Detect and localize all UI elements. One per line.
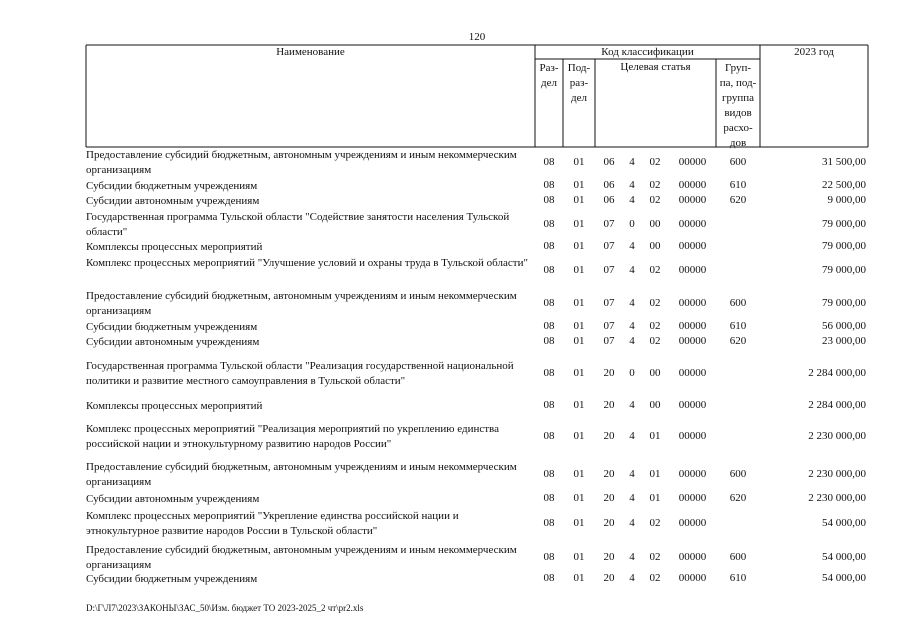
header-group-line: видов <box>724 107 752 119</box>
row-amount: 22 500,00 <box>822 179 866 191</box>
row-razdel: 08 <box>543 297 555 309</box>
row-t2: 4 <box>629 194 635 206</box>
row-razdel: 08 <box>543 430 555 442</box>
row-name: Комплексы процессных мероприятий <box>86 241 263 253</box>
row-t3: 00 <box>649 399 661 411</box>
row-razdel: 08 <box>543 264 555 276</box>
row-name: Комплекс процессных мероприятий "Реализация мероприятий по укреплению единства российской нации и этнокультурному развитию народов России" <box>86 423 499 450</box>
row-t2: 4 <box>629 240 635 252</box>
row-razdel: 08 <box>543 194 555 206</box>
row-razdel: 08 <box>543 156 555 168</box>
header-group-line: па, под- <box>719 77 757 89</box>
row-razdel: 08 <box>543 399 555 411</box>
row-name: Комплекс процессных мероприятий "Улучшение условий и охраны труда в Тульской области" <box>86 257 528 269</box>
row-name: Государственная программа Тульской области "Содействие занятости населения Тульской области" <box>86 211 510 238</box>
row-amount: 2 230 000,00 <box>808 492 866 504</box>
row-name: Предоставление субсидий бюджетным, автономным учреждениям и иным некоммерческим организациям <box>86 461 517 488</box>
row-amount: 54 000,00 <box>822 517 866 529</box>
row-name: Субсидии автономным учреждениям <box>86 195 260 207</box>
header-code: Код классификации <box>601 46 694 58</box>
row-group: 620 <box>729 335 747 347</box>
row-t1: 20 <box>603 572 615 584</box>
row-t4: 00000 <box>678 320 707 332</box>
row-podrazdel: 01 <box>573 264 585 276</box>
row-amount: 2 284 000,00 <box>808 399 866 411</box>
row-podrazdel: 01 <box>573 194 585 206</box>
row-t3: 02 <box>649 572 661 584</box>
row-podrazdel: 01 <box>573 179 585 191</box>
row-razdel: 08 <box>543 517 555 529</box>
row-t1: 20 <box>603 430 615 442</box>
row-amount: 2 230 000,00 <box>808 468 866 480</box>
row-razdel: 08 <box>543 179 555 191</box>
row-t2: 4 <box>629 517 635 529</box>
header-podrazdel-line: раз- <box>569 77 589 89</box>
row-name: Предоставление субсидий бюджетным, автономным учреждениям и иным некоммерческим организациям <box>86 149 517 176</box>
row-t1: 20 <box>603 468 615 480</box>
row-razdel: 08 <box>543 551 555 563</box>
row-podrazdel: 01 <box>573 468 585 480</box>
row-razdel: 08 <box>543 240 555 252</box>
row-t3: 01 <box>649 430 661 442</box>
row-t4: 00000 <box>678 240 707 252</box>
row-group: 600 <box>729 156 747 168</box>
row-t2: 4 <box>629 492 635 504</box>
row-group: 600 <box>729 297 747 309</box>
row-name: Субсидии бюджетным учреждениям <box>86 573 258 585</box>
row-name: Субсидии бюджетным учреждениям <box>86 180 258 192</box>
row-t3: 02 <box>649 156 661 168</box>
row-t4: 00000 <box>678 399 707 411</box>
row-t2: 4 <box>629 320 635 332</box>
row-razdel: 08 <box>543 218 555 230</box>
row-t3: 00 <box>649 218 661 230</box>
row-t1: 06 <box>603 156 615 168</box>
row-t3: 02 <box>649 551 661 563</box>
row-podrazdel: 01 <box>573 572 585 584</box>
row-podrazdel: 01 <box>573 218 585 230</box>
page-number: 120 <box>468 31 486 43</box>
row-t1: 20 <box>603 399 615 411</box>
row-t2: 4 <box>629 179 635 191</box>
row-t4: 00000 <box>678 194 707 206</box>
row-razdel: 08 <box>543 572 555 584</box>
header-group <box>716 61 760 151</box>
header-podrazdel <box>563 61 595 106</box>
row-t4: 00000 <box>678 335 707 347</box>
header-razdel-line: дел <box>541 77 557 89</box>
row-t4: 00000 <box>678 367 707 379</box>
row-t4: 00000 <box>678 468 707 480</box>
row-t1: 07 <box>603 264 615 276</box>
row-t3: 01 <box>649 468 661 480</box>
row-t2: 4 <box>629 468 635 480</box>
row-podrazdel: 01 <box>573 517 585 529</box>
row-t2: 4 <box>629 399 635 411</box>
header-group-line: группа <box>721 92 755 104</box>
row-t1: 07 <box>603 297 615 309</box>
row-group: 600 <box>729 551 747 563</box>
row-t3: 00 <box>649 367 661 379</box>
row-razdel: 08 <box>543 320 555 332</box>
row-razdel: 08 <box>543 367 555 379</box>
row-razdel: 08 <box>543 468 555 480</box>
row-amount: 54 000,00 <box>822 572 866 584</box>
row-podrazdel: 01 <box>573 297 585 309</box>
row-t3: 02 <box>649 320 661 332</box>
row-amount: 2 230 000,00 <box>808 430 866 442</box>
row-t3: 02 <box>649 264 661 276</box>
header-razdel <box>535 61 563 91</box>
row-t1: 20 <box>603 517 615 529</box>
row-t1: 06 <box>603 179 615 191</box>
header-podrazdel-line: дел <box>571 92 587 104</box>
row-name: Субсидии автономным учреждениям <box>86 336 260 348</box>
row-t4: 00000 <box>678 297 707 309</box>
file-path-footer: D:\Г\Л7\2023\ЗАКОНЫ\ЗАС_50\Изм. бюджет ТО 2023-2025_2 чт\pr2.xls <box>86 603 364 613</box>
row-t2: 4 <box>629 572 635 584</box>
row-t2: 4 <box>629 335 635 347</box>
row-amount: 79 000,00 <box>822 297 866 309</box>
header-podrazdel-line: Под- <box>567 62 591 74</box>
row-t1: 07 <box>603 218 615 230</box>
row-name: Субсидии бюджетным учреждениям <box>86 321 258 333</box>
row-t1: 20 <box>603 367 615 379</box>
row-group: 620 <box>729 492 747 504</box>
row-name: Предоставление субсидий бюджетным, автономным учреждениям и иным некоммерческим организациям <box>86 290 517 317</box>
row-t4: 00000 <box>678 218 707 230</box>
row-t2: 4 <box>629 430 635 442</box>
row-t4: 00000 <box>678 551 707 563</box>
row-t2: 4 <box>629 156 635 168</box>
header-group-line: Груп- <box>724 62 752 74</box>
row-podrazdel: 01 <box>573 492 585 504</box>
row-t4: 00000 <box>678 517 707 529</box>
row-t4: 00000 <box>678 156 707 168</box>
row-t3: 02 <box>649 297 661 309</box>
header-year: 2023 год <box>794 46 834 58</box>
row-t4: 00000 <box>678 264 707 276</box>
row-group: 620 <box>729 194 747 206</box>
row-t1: 06 <box>603 194 615 206</box>
row-t4: 00000 <box>678 492 707 504</box>
row-amount: 79 000,00 <box>822 240 866 252</box>
row-t3: 02 <box>649 335 661 347</box>
row-amount: 56 000,00 <box>822 320 866 332</box>
row-t1: 07 <box>603 335 615 347</box>
header-group-line: расхо- <box>723 122 753 134</box>
header-target: Целевая статья <box>620 61 691 73</box>
header-razdel-line: Раз- <box>539 62 559 74</box>
row-t1: 07 <box>603 240 615 252</box>
row-amount: 9 000,00 <box>827 194 866 206</box>
row-name: Субсидии автономным учреждениям <box>86 493 260 505</box>
row-amount: 79 000,00 <box>822 264 866 276</box>
header-name: Наименование <box>276 46 345 58</box>
row-name: Комплексы процессных мероприятий <box>86 400 263 412</box>
row-t3: 02 <box>649 179 661 191</box>
row-t4: 00000 <box>678 572 707 584</box>
row-t2: 0 <box>629 218 635 230</box>
row-podrazdel: 01 <box>573 430 585 442</box>
row-podrazdel: 01 <box>573 156 585 168</box>
row-group: 610 <box>729 179 747 191</box>
row-t3: 02 <box>649 194 661 206</box>
row-t2: 4 <box>629 264 635 276</box>
row-t1: 20 <box>603 551 615 563</box>
row-t2: 4 <box>629 297 635 309</box>
row-podrazdel: 01 <box>573 335 585 347</box>
row-name: Предоставление субсидий бюджетным, автономным учреждениям и иным некоммерческим организациям <box>86 544 517 571</box>
row-amount: 23 000,00 <box>822 335 866 347</box>
row-group: 600 <box>729 468 747 480</box>
row-amount: 54 000,00 <box>822 551 866 563</box>
row-amount: 2 284 000,00 <box>808 367 866 379</box>
row-name: Государственная программа Тульской области "Реализация государственной национальной политики и развитие местного самоуправления в Тульской области" <box>86 360 514 387</box>
row-t1: 07 <box>603 320 615 332</box>
row-podrazdel: 01 <box>573 399 585 411</box>
row-podrazdel: 01 <box>573 240 585 252</box>
row-name: Комплекс процессных мероприятий "Укрепление единства российской нации и этнокультурное развитие народов России в Тульской области" <box>86 510 459 537</box>
row-t2: 0 <box>629 367 635 379</box>
row-t1: 20 <box>603 492 615 504</box>
row-amount: 31 500,00 <box>822 156 866 168</box>
row-t3: 00 <box>649 240 661 252</box>
row-t4: 00000 <box>678 430 707 442</box>
row-amount: 79 000,00 <box>822 218 866 230</box>
row-t2: 4 <box>629 551 635 563</box>
row-t3: 01 <box>649 492 661 504</box>
row-t3: 02 <box>649 517 661 529</box>
row-podrazdel: 01 <box>573 320 585 332</box>
row-razdel: 08 <box>543 492 555 504</box>
row-group: 610 <box>729 320 747 332</box>
row-podrazdel: 01 <box>573 551 585 563</box>
row-t4: 00000 <box>678 179 707 191</box>
row-podrazdel: 01 <box>573 367 585 379</box>
row-group: 610 <box>729 572 747 584</box>
header-group-line: дов <box>729 137 747 149</box>
row-razdel: 08 <box>543 335 555 347</box>
